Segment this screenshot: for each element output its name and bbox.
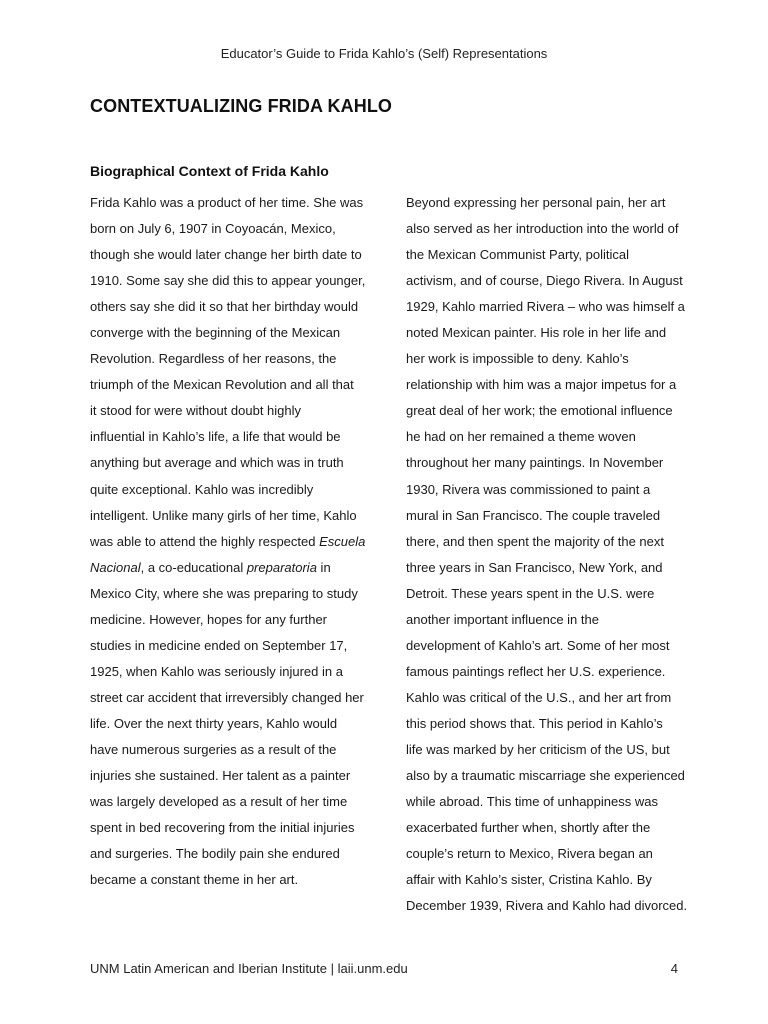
text-line: injuries she sustained. Her talent as a painter [90,768,351,784]
text-line: throughout her many paintings. In November [406,455,664,471]
text-line: converge with the beginning of the Mexican [90,325,341,341]
text-line: Detroit. These years spent in the U.S. were [406,585,655,601]
text-line: mural in San Francisco. The couple traveled [406,507,661,523]
text-line: this period shows that. This period in Kahlo’s [406,715,663,731]
text-line: anything but average and which was in truth [90,455,344,471]
text-segment: was able to attend the highly respected [90,533,316,549]
text-line: studies in medicine ended on September 17, [90,637,348,653]
text-line: affair with Kahlo’s sister, Cristina Kahlo. By [406,872,652,888]
text-line: influential in Kahlo’s life, a life that would be [90,429,341,445]
page-number: 4 [670,961,678,976]
text-line: was largely developed as a result of her time [90,794,348,810]
text-line: her work is impossible to deny. Kahlo’s [406,351,629,367]
text-line: spent in bed recovering from the initial injuries [90,820,355,836]
text-line: relationship with him was a major impetus for a [406,377,677,393]
text-line: three years in San Francisco, New York, and [406,559,663,575]
chapter-title: CONTEXTUALIZING FRIDA KAHLO [90,96,393,116]
text-line: activism, and of course, Diego Rivera. In August [406,273,683,289]
text-line: couple’s return to Mexico, Rivera began an [406,846,653,862]
text-line: he had on her remained a theme woven [406,429,636,445]
text-line [90,555,375,581]
text-line: born on July 6, 1907 in Coyoacán, Mexico, [90,221,336,237]
section-heading: Biographical Context of Frida Kahlo [90,163,329,179]
text-line: another important influence in the [406,611,599,627]
text-line: Kahlo was critical of the U.S., and her art from [406,689,672,705]
text-line: 1929, Kahlo married Rivera – who was himself a [406,299,685,315]
text-line: the Mexican Communist Party, political [406,247,630,263]
text-line: Mexico City, where she was preparing to study [90,585,358,601]
text-line: life. Over the next thirty years, Kahlo would [90,715,338,731]
text-line: life was marked by her criticism of the US, but [406,741,670,757]
text-line: became a constant theme in her art. [90,872,299,888]
text-line: exacerbated further when, shortly after the [406,820,651,836]
text-segment: in [316,559,331,575]
left-text-column [90,190,375,893]
text-line: Frida Kahlo was a product of her time. She was [90,195,364,210]
running-header: Educator’s Guide to Frida Kahlo’s (Self) Representations [220,46,548,61]
text-line: Beyond expressing her personal pain, her art [406,195,666,210]
text-line: there, and then spent the majority of the next [406,533,664,549]
text-line: though she would later change her birth date to [90,247,362,263]
text-line [90,529,375,555]
italic-term: preparatoria [246,559,317,575]
text-line: also by a traumatic miscarriage she experienced [406,768,685,784]
text-line: intelligent. Unlike many girls of her time, Kahlo [90,507,357,523]
text-line: great deal of her work; the emotional influence [406,403,673,419]
text-line: quite exceptional. Kahlo was incredibly [90,481,314,497]
text-line: others say she did it so that her birthday would [90,299,359,315]
text-line: and surgeries. The bodily pain she endured [90,846,340,862]
text-line: noted Mexican painter. His role in her life and [406,325,667,341]
text-line: December 1939, Rivera and Kahlo had divorced. [406,898,688,914]
italic-term: Nacional [90,559,141,575]
text-segment: , a co-educational [140,559,247,575]
text-line: street car accident that irreversibly changed her [90,689,364,705]
text-line: also served as her introduction into the world of [406,221,679,237]
italic-term: Escuela [319,533,366,549]
text-line: while abroad. This time of unhappiness was [406,794,658,810]
text-line: medicine. However, hopes for any further [90,611,328,627]
right-text-column [406,190,691,919]
text-line: it stood for were without doubt highly [90,403,302,419]
text-line: 1930, Rivera was commissioned to paint a [406,481,651,497]
text-line: have numerous surgeries as a result of the [90,741,337,757]
text-line: triumph of the Mexican Revolution and all that [90,377,354,393]
text-line: development of Kahlo’s art. Some of her most [406,637,670,653]
footer-institute: UNM Latin American and Iberian Institute | laii.unm.edu [90,961,408,976]
text-line: 1910. Some say she did this to appear younger, [90,273,366,289]
text-line: famous paintings reflect her U.S. experience. [406,663,666,679]
text-line: Revolution. Regardless of her reasons, the [90,351,337,367]
text-line: 1925, when Kahlo was seriously injured in a [90,663,343,679]
